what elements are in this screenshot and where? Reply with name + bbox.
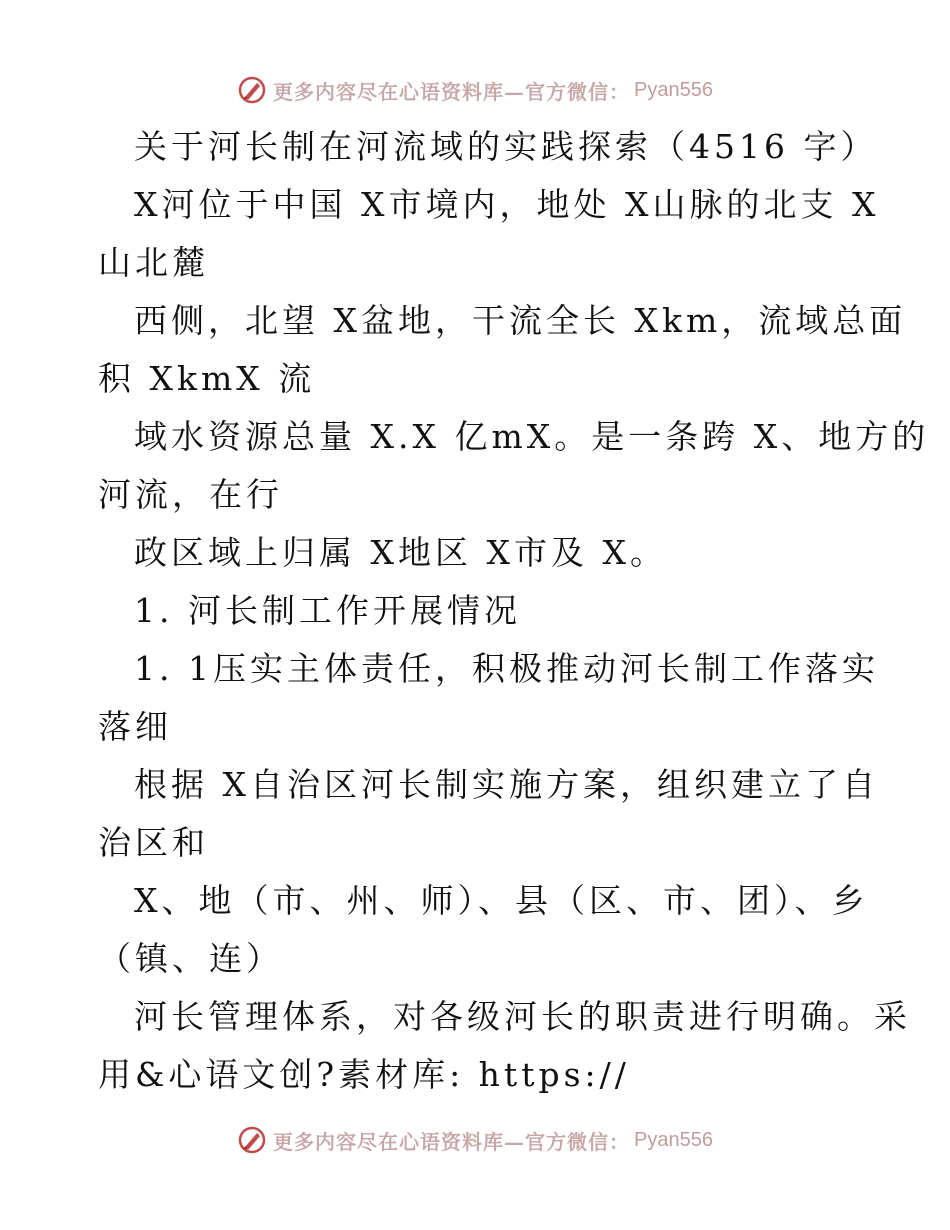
- text-line: 关于河长制在河流域的实践探索（4516 字）: [134, 127, 878, 166]
- banner-text: 更多内容尽在心语资料库—官方微信：: [273, 79, 631, 104]
- subsection-heading: 1. 1压实主体责任，积极推动河长制工作落实: [134, 649, 879, 688]
- text-line: 西侧，北望 X盆地，干流全长 Xkm，流域总面: [134, 301, 907, 340]
- header-watermark-banner: [0, 70, 950, 110]
- document-body: [98, 118, 930, 1104]
- text-line: 落细: [98, 707, 172, 746]
- section-heading: 1. 河长制工作开展情况: [134, 591, 521, 630]
- banner-text: 更多内容尽在心语资料库—官方微信：: [273, 1129, 631, 1154]
- text-line: X、地（市、州、师）、县（区、市、团）、乡: [134, 881, 869, 920]
- text-line: （镇、连）: [98, 939, 283, 978]
- text-line: 用&心语文创?素材库: https://: [98, 1055, 630, 1094]
- text-line: 河长管理体系，对各级河长的职责进行明确。采: [134, 997, 911, 1036]
- text-line: 治区和: [98, 823, 209, 862]
- pen-logo-icon: [237, 75, 267, 105]
- text-line: 山北麓: [98, 243, 209, 282]
- banner-wechat-id: Pyan556: [634, 78, 713, 101]
- text-line: 根据 X自治区河长制实施方案，组织建立了自: [134, 765, 879, 804]
- text-line: 域水资源总量 X.X 亿mX。是一条跨 X、地方的: [134, 417, 930, 456]
- text-line: 政区域上归属 X地区 X市及 X。: [134, 533, 667, 572]
- text-line: 积 XkmX 流: [98, 359, 316, 398]
- banner-wechat-id: Pyan556: [634, 1128, 713, 1151]
- text-line: X河位于中国 X市境内，地处 X山脉的北支 X: [134, 185, 880, 224]
- text-line: 河流，在行: [98, 475, 283, 514]
- footer-watermark-banner: [0, 1120, 950, 1160]
- pen-logo-icon: [237, 1125, 267, 1155]
